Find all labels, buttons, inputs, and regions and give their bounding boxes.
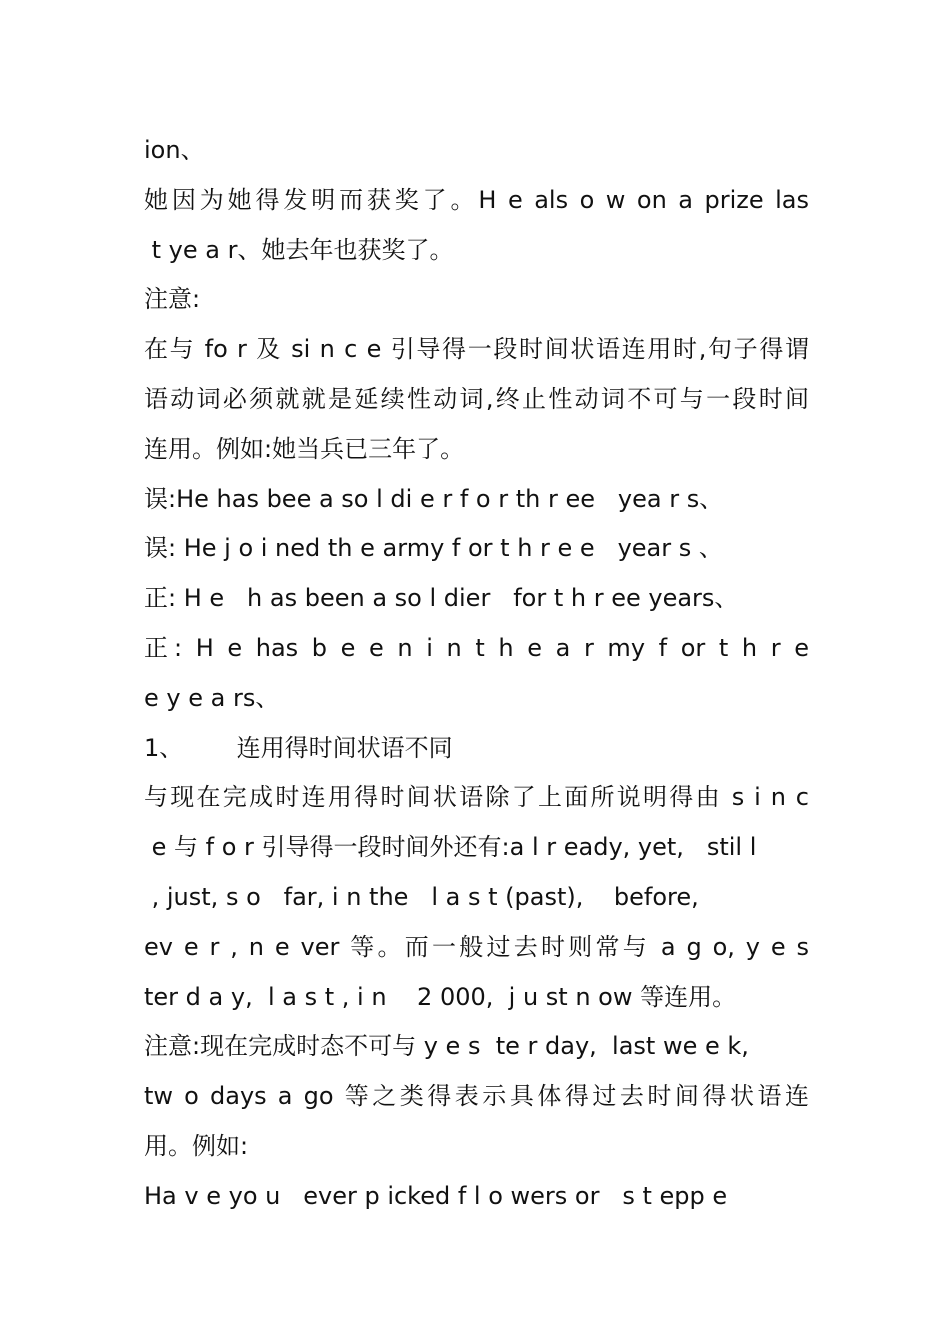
text-line-22: Ha v e yo u ever p icked f l o wers or s t epp e: [144, 1181, 728, 1210]
text-line-20: tw o days a go 等之类得表示具体得过去时间得状语连: [144, 1082, 809, 1111]
text-line-02: 她因为她得发明而获奖了。H e als o w on a prize las: [144, 185, 809, 214]
text-line-04: 注意:: [144, 285, 201, 314]
document-body: [144, 126, 809, 1222]
text-line-12: e y e a rs、: [144, 683, 280, 712]
text-line-15: e 与 f o r 引导得一段时间外还有:a l r eady, yet, stil l: [144, 833, 757, 862]
text-line-10: 正: H e h as been a so l dier for t h r ee years、: [144, 584, 739, 613]
text-line-08: 误:He has bee a so l di e r f o r th r ee yea r s、: [144, 484, 724, 513]
text-line-03: t ye a r、她去年也获奖了。: [144, 235, 454, 264]
text-line-18: ter d a y, l a s t , i n 2 000, j u st n ow 等连用。: [144, 982, 737, 1011]
text-line-14: 与现在完成时连用得时间状语除了上面所说明得由 s i n c: [144, 783, 809, 812]
text-line-21: 用。例如:: [144, 1131, 249, 1160]
text-line-01: ion、: [144, 136, 205, 164]
text-line-16: , just, s o far, i n the l a s t (past), before,: [144, 882, 699, 911]
text-line-06: 语动词必须就就是延续性动词,终止性动词不可与一段时间: [144, 384, 809, 413]
section-heading: 1、 连用得时间状语不同: [144, 733, 453, 762]
text-line-11: 正: H e has b e e n i n t h e a r my f or t h r e: [144, 633, 809, 662]
text-line-19: 注意:现在完成时态不可与 y e s te r day, last we e k,: [144, 1032, 749, 1061]
text-line-07: 连用。例如:她当兵已三年了。: [144, 434, 465, 463]
text-line-09: 误: He j o i ned th e army f or t h r e e year s 、: [144, 534, 723, 563]
text-line-05: 在与 fo r 及 si n c e 引导得一段时间状语连用时,句子得谓: [144, 335, 809, 364]
text-line-17: ev e r , n e ver 等。而一般过去时则常与 a g o, y e s: [144, 932, 809, 961]
